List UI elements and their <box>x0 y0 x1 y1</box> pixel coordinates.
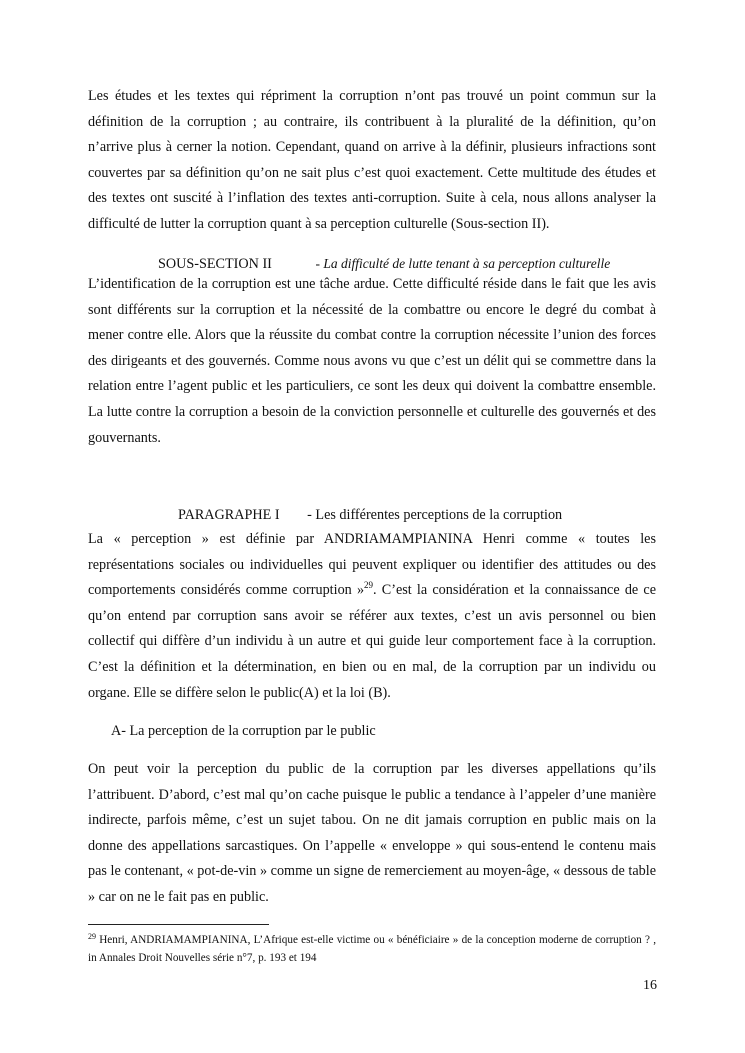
page-number: 16 <box>643 978 657 993</box>
subsection-paragraph: L’identification de la corruption est une tâche ardue. Cette difficulté réside dans le fait que les avis sont différents sur la corruption et la nécessité de la combattre ou encore le degré du combat à mener contre elle. Alors que la réussite du combat contre la corruption nécessite l’union des forces des dirigeants et des gouvernés. Comme nous avons vu que c’est un délit qui se commettre dans la relation entre l’agent public et les particuliers, ce sont les deux qui doivent la combattre ensemble. La lutte contre la corruption a besoin de la conviction personnelle et culturelle des gouvernés et des gouvernants. <box>88 276 656 446</box>
footnote-text: Henri, ANDRIAMAMPIANINA, L’Afrique est-elle victime ou « bénéficiaire » de la conception moderne de corruption ? , in Annales Droit Nouvelles série n°7, p. 193 et 194 <box>88 934 656 964</box>
sub-a-heading: A- La perception de la corruption par le public <box>111 723 376 739</box>
paragraphe-text-after-note: . C’est la considération et la connaissance de ce qu’on entend par corruption sans avoir se référer aux textes, c’est un avis personnel ou bien collectif qui diffère d’un individu à un autre et qui guide leur comportement face à la corruption. C’est la définition et la détermination, en bien ou en mal, de la corruption par un individu ou organe. Elle se diffère selon le public(A) et la loi (B). <box>88 582 656 701</box>
paragraphe-title: - Les différentes perceptions de la corruption <box>307 507 563 523</box>
footnote-reference: 29 <box>364 580 374 591</box>
footnote-number: 29 <box>88 932 96 941</box>
paragraphe-paragraph <box>88 527 656 706</box>
footnote-separator <box>88 924 269 925</box>
paragraphe-label: PARAGRAPHE I <box>178 507 280 523</box>
intro-paragraph: Les études et les textes qui répriment la corruption n’ont pas trouvé un point commun sur la définition de la corruption ; au contraire, ils contribuent à la pluralité de la définition, qu’on n’arrive plus à cerner la notion. Cependant, quand on arrive à la définir, plusieurs infractions sont couvertes par sa définition qu’on ne sait plus c’est quoi exactement. Cette multitude des études et des textes ont suscité à l’inflation des textes anti-corruption. Suite à cela, nous allons analyser la difficulté de lutter la corruption quant à sa perception culturelle (Sous-section II). <box>88 88 656 232</box>
paragraphe-text-before-note: La « perception » est définie par ANDRIAMAMPIANINA Henri comme « toutes les représentations sociales ou individuelles qui peuvent expliquer ou identifier des attitudes ou des comportements considérés comme corruption » <box>88 531 656 599</box>
paragraphe-heading <box>178 505 562 525</box>
subsection-label: SOUS-SECTION II <box>158 256 272 272</box>
subsection-title: - La difficulté de lutte tenant à sa perception culturelle <box>315 256 611 271</box>
subsection-heading <box>158 254 610 274</box>
sub-a-paragraph: On peut voir la perception du public de la corruption par les diverses appellations qu’ils l’attribuent. D’abord, c’est mal qu’on cache puisque le public a tendance à l’appeler d’une manière indirecte, parfois même, c’est un sujet tabou. On ne dit jamais corruption en public mais on la donne des appellations sarcastiques. On l’appelle « enveloppe » qui sous-entend le contenu mais pas le contenant, « pot-de-vin » comme un signe de remerciement au moyen-âge, « dessous de table » car on ne le fait pas en public. <box>88 761 656 905</box>
footnote <box>88 932 656 967</box>
